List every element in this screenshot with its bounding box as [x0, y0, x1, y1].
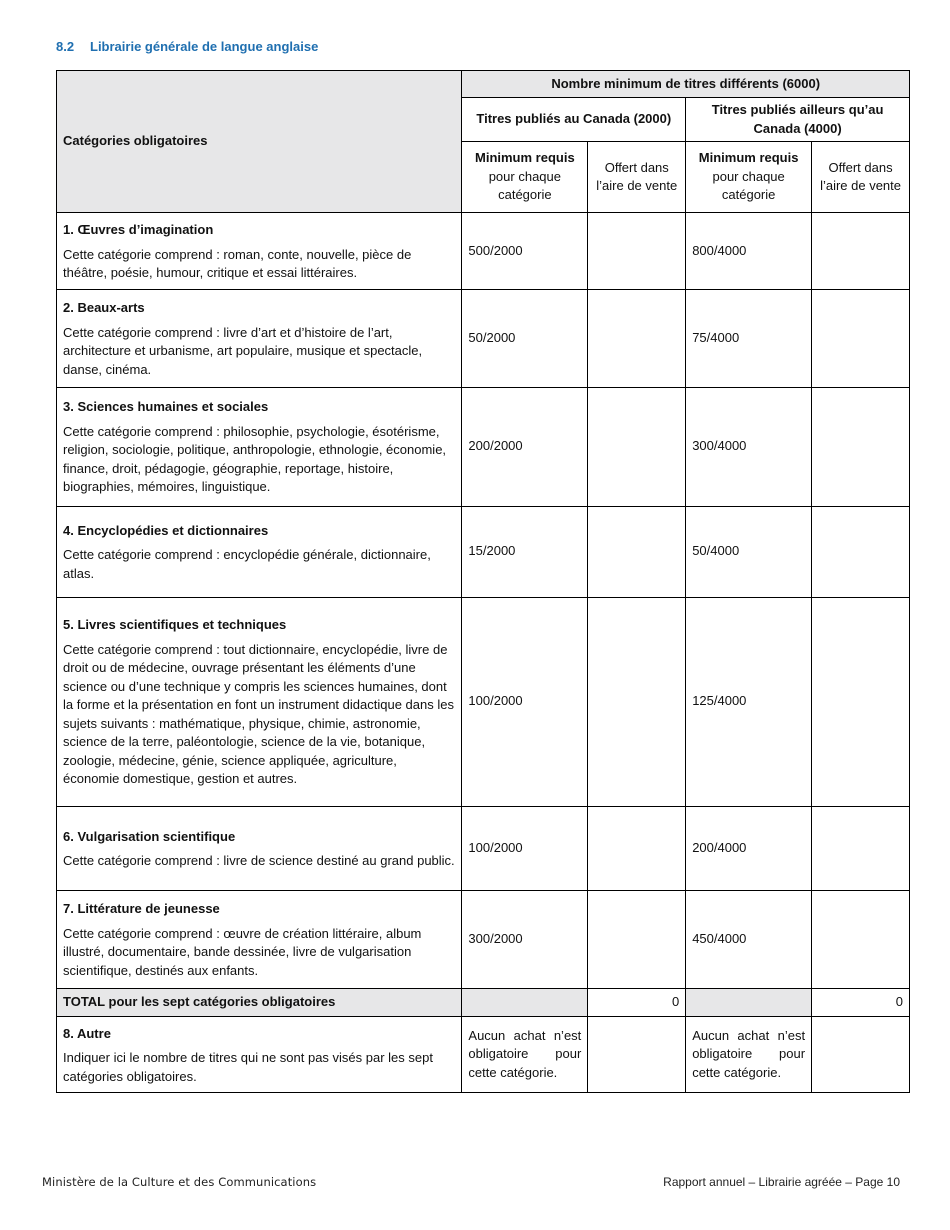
elsewhere-min-value: 50/4000 — [686, 506, 812, 597]
header-canada: Titres publiés au Canada (2000) — [462, 98, 686, 142]
canada-offered-input[interactable] — [588, 597, 686, 806]
category-title: 1. Œuvres d’imagination — [63, 222, 214, 237]
categories-table — [56, 70, 910, 1093]
total-canada-min — [462, 988, 588, 1016]
canada-min-value: 50/2000 — [462, 289, 588, 387]
table-row — [57, 289, 910, 387]
table-row-other — [57, 1016, 910, 1093]
category-title: 2. Beaux-arts — [63, 300, 145, 315]
canada-min-value: 100/2000 — [462, 597, 588, 806]
elsewhere-offered-input[interactable] — [812, 806, 910, 890]
min-required-bold: Minimum requis — [475, 150, 575, 166]
total-canada-offered[interactable]: 0 — [588, 988, 686, 1016]
canada-min-value: 100/2000 — [462, 806, 588, 890]
header-overall: Nombre minimum de titres différents (6000) — [462, 71, 910, 98]
category-cell — [57, 597, 462, 806]
category-cell — [57, 213, 462, 290]
category-description: Indiquer ici le nombre de titres qui ne sont pas visés par les sept catégories obligatoires. — [63, 1050, 433, 1084]
canada-offered-input[interactable] — [588, 806, 686, 890]
category-cell — [57, 1016, 462, 1093]
category-cell — [57, 806, 462, 890]
min-required-bold: Minimum requis — [698, 150, 799, 166]
section-number: 8.2 — [56, 39, 75, 54]
total-row — [57, 988, 910, 1016]
category-title: 7. Littérature de jeunesse — [63, 901, 220, 916]
canada-offered-input[interactable] — [588, 387, 686, 506]
category-description: Cette catégorie comprend : livre de science destiné au grand public. — [63, 853, 455, 868]
category-title: 8. Autre — [63, 1025, 111, 1041]
min-required-rest: pour chaque catégorie — [712, 168, 785, 203]
elsewhere-min-value: 200/4000 — [686, 806, 812, 890]
table-row — [57, 597, 910, 806]
table-row — [57, 387, 910, 506]
elsewhere-offered-input[interactable] — [812, 213, 910, 290]
min-required-rest: pour chaque catégorie — [488, 168, 561, 203]
header-elsewhere-offered: Offert dans l’aire de vente — [812, 142, 910, 213]
category-title: 4. Encyclopédies et dictionnaires — [63, 522, 269, 538]
elsewhere-offered-input[interactable] — [812, 597, 910, 806]
category-title: 5. Livres scientifiques et techniques — [63, 617, 287, 633]
canada-offered-input[interactable] — [588, 890, 686, 988]
category-cell — [57, 890, 462, 988]
category-description: Cette catégorie comprend : livre d’art et d’histoire de l’art, architecture et urbanisme, art populaire, musique et spectacle, danse, cinéma. — [63, 324, 423, 377]
elsewhere-offered-input[interactable] — [812, 1016, 910, 1093]
elsewhere-offered-input[interactable] — [812, 387, 910, 506]
header-canada-min — [462, 142, 588, 213]
category-description: Cette catégorie comprend : philosophie, psychologie, ésotérisme, religion, sociologie, politique, anthropologie, ethnologie, économie, finance, droit, pédagogie, géographie, reportage, histoire, biographies, mémoires, linguistique. — [63, 423, 447, 495]
category-cell — [57, 506, 462, 597]
category-cell — [57, 289, 462, 387]
elsewhere-min-value: 450/4000 — [686, 890, 812, 988]
total-elsewhere-min — [686, 988, 812, 1016]
category-title: 3. Sciences humaines et sociales — [63, 399, 269, 415]
footer-ministry: Ministère de la Culture et des Communications — [42, 1175, 317, 1189]
section-title — [56, 39, 318, 54]
total-label: TOTAL pour les sept catégories obligatoires — [57, 988, 462, 1016]
canada-min-value: 300/2000 — [462, 890, 588, 988]
table-row — [57, 213, 910, 290]
category-description: Cette catégorie comprend : encyclopédie générale, dictionnaire, atlas. — [63, 547, 431, 581]
table-row — [57, 890, 910, 988]
total-elsewhere-offered[interactable]: 0 — [812, 988, 910, 1016]
section-title-text: Librairie générale de langue anglaise — [90, 39, 319, 54]
header-elsewhere: Titres publiés ailleurs qu’au Canada (4000) — [686, 98, 910, 142]
canada-offered-input[interactable] — [588, 213, 686, 290]
table-row — [57, 806, 910, 890]
category-description: Cette catégorie comprend : tout dictionnaire, encyclopédie, livre de droit ou de médecine, ouvrage présentant les éléments d’une science ou d’une technique y compris les sciences humaines, dont la forme et la présentation en font un instrument didactique dans les sujets suivants : mathématique, physique, chimie, astronomie, science de la terre, paléontologie, science de la vie, botanique, zoologie, médecine, génie, science appliquée, agriculture, économie domestique, gestion et autres. — [63, 641, 454, 787]
canada-min-value: 500/2000 — [462, 213, 588, 290]
header-canada-offered: Offert dans l’aire de vente — [588, 142, 686, 213]
canada-min-value: 15/2000 — [462, 506, 588, 597]
header-elsewhere-min — [686, 142, 812, 213]
canada-no-requirement-note: Aucun achat n’est obligatoire pour cette catégorie. — [462, 1016, 588, 1093]
canada-min-value: 200/2000 — [462, 387, 588, 506]
elsewhere-offered-input[interactable] — [812, 289, 910, 387]
category-description: Cette catégorie comprend : œuvre de création littéraire, album illustré, documentaire, bande dessinée, livre de vulgarisation scientifique, destinés aux enfants. — [63, 925, 422, 978]
footer-page-info: Rapport annuel – Librairie agréée – Page 10 — [663, 1175, 900, 1189]
elsewhere-offered-input[interactable] — [812, 890, 910, 988]
canada-offered-input[interactable] — [588, 1016, 686, 1093]
elsewhere-min-value: 800/4000 — [686, 213, 812, 290]
category-description: Cette catégorie comprend : roman, conte, nouvelle, pièce de théâtre, poésie, humour, critique et essai littéraires. — [63, 246, 412, 280]
elsewhere-min-value: 125/4000 — [686, 597, 812, 806]
table-row — [57, 506, 910, 597]
elsewhere-offered-input[interactable] — [812, 506, 910, 597]
elsewhere-min-value: 300/4000 — [686, 387, 812, 506]
category-title: 6. Vulgarisation scientifique — [63, 828, 236, 844]
header-categories: Catégories obligatoires — [57, 71, 462, 213]
canada-offered-input[interactable] — [588, 506, 686, 597]
elsewhere-min-value: 75/4000 — [686, 289, 812, 387]
canada-offered-input[interactable] — [588, 289, 686, 387]
category-cell — [57, 387, 462, 506]
elsewhere-no-requirement-note: Aucun achat n’est obligatoire pour cette catégorie. — [686, 1016, 812, 1093]
